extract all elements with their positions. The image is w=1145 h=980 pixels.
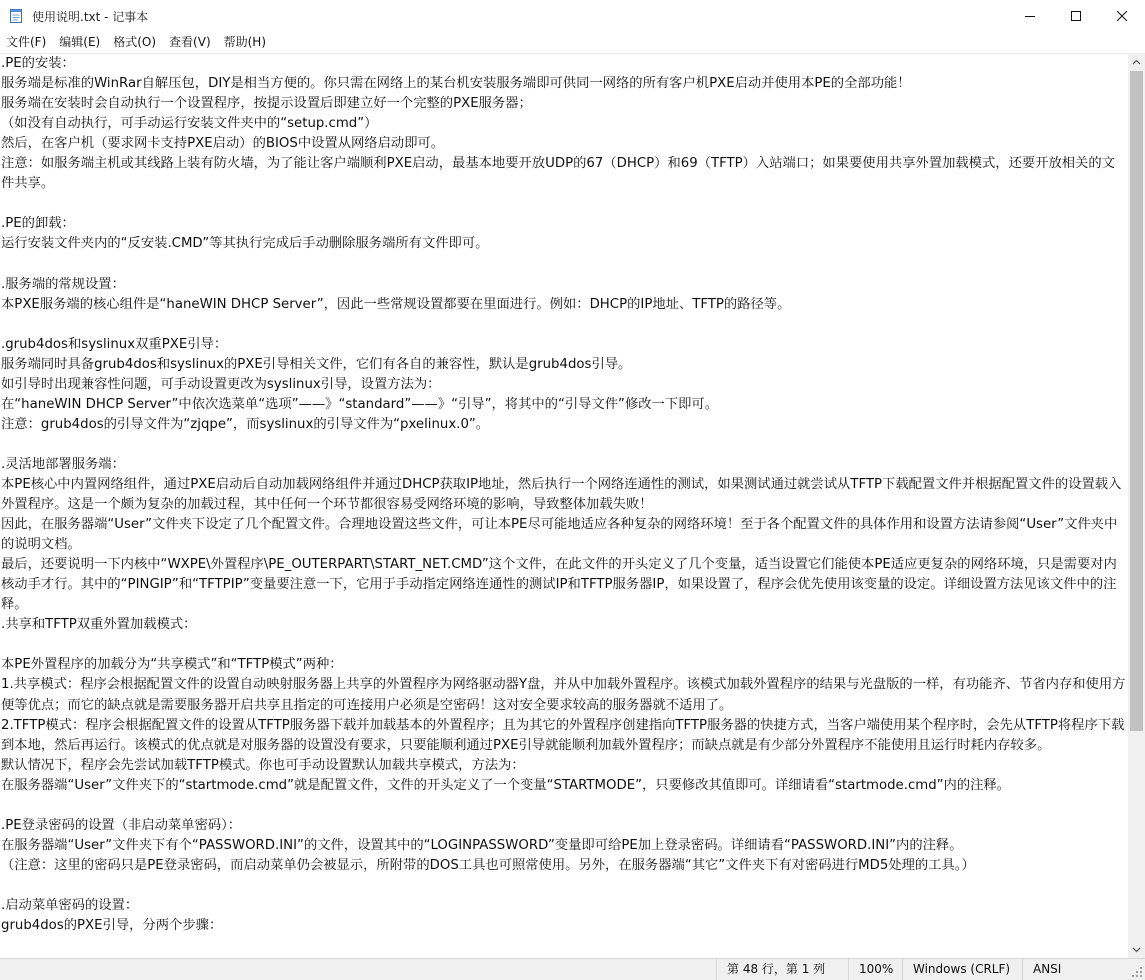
menu-format[interactable]: 格式(O) [113,35,157,49]
text-line[interactable]: .PE登录密码的设置（非启动菜单密码）： [1,817,242,833]
text-line[interactable] [1,876,1126,896]
menu-edit[interactable]: 编辑(E) [59,35,101,49]
window-title: 使用说明.txt - 记事本 [32,9,149,24]
text-line[interactable]: 最后，还要说明一下内核中“WXPE\外置程序\PE_OUTERPART\START_NET.CMD”这个文件，在此文件的开头定义了几个变量，适当设置它们能使本PE适应更复杂的网络环境，只是需要对内核动手才行。其中的“PINGIP”和“TFTPIP”变量要注意一下，它用于手动指定网络连通性的测试IP和TFTP服务器IP，如果设置了，程序会优先使用该变量的设定。详细设置方法见该文件中的注释。 [1,557,1117,613]
close-icon [1117,11,1127,21]
vertical-scrollbar[interactable] [1128,53,1145,958]
text-line[interactable]: 运行安装文件夹内的“反安装.CMD”等其执行完成后手动删除服务端所有文件即可。 [1,236,489,252]
text-line[interactable]: .PE的安装： [1,56,75,71]
text-line[interactable]: .启动菜单密码的设置： [1,897,139,913]
text-line[interactable] [1,194,1126,214]
status-bar [0,958,1145,980]
maximize-icon [1071,11,1081,21]
text-editor[interactable] [0,53,1129,958]
text-line[interactable]: （如没有自动执行，可手动运行安装文件夹中的“setup.cmd”） [1,116,378,132]
chevron-up-icon [1132,59,1141,65]
text-line[interactable]: 本PE核心中内置网络组件，通过PXE启动后自动加载网络组件并通过DHCP获取IP地址，然后执行一个网络连通性的测试，如果测试通过就尝试从TFTP下载配置文件并根据配置文件的设置载入外置程序。这是一个颇为复杂的加载过程，其中任何一个环节都很容易受网络环境的影响，导致整体加载失败！ [1,476,1122,513]
scroll-thumb[interactable] [1130,71,1143,731]
text-line[interactable]: （注意：这里的密码只是PE登录密码，而启动菜单仍会被显示，所附带的DOS工具也可照常使用。另外，在服务器端“其它”文件夹下有对密码进行MD5处理的工具。） [1,857,975,873]
notepad-icon [8,8,24,24]
cursor-position: 第 48 行，第 1 列 [716,959,848,980]
menu-help[interactable]: 帮助(H) [223,35,267,49]
text-line[interactable]: 注意：如服务端主机或其线路上装有防火墙，为了能让客户端顺利PXE启动，最基本地要开放UDP的67（DHCP）和69（TFTP）入站端口；如果要使用共享外置加载模式，还要开放相关的文件共享。 [1,156,1115,192]
text-line[interactable] [1,315,1126,335]
text-line[interactable]: 1.共享模式：程序会根据配置文件的设置自动映射服务器上共享的外置程序为网络驱动器Y盘，并从中加载外置程序。该模式加载外置程序的结果与光盘版的一样，有功能齐、节省内存和使用方便等优点；而它的缺点就是需要服务器开启共享且指定的可连接用户必须是空密码！这对安全要求较高的服务器就不适用了。 [1,677,1126,713]
zoom-level: 100% [848,959,902,980]
text-line[interactable] [1,635,1126,655]
text-line[interactable]: .grub4dos和syslinux双重PXE引导： [1,336,228,352]
scroll-up-button[interactable] [1128,53,1145,70]
text-line[interactable]: 注意：grub4dos的引导文件为“zjqpe”，而syslinux的引导文件为“pxelinux.0”。 [1,416,490,432]
text-line[interactable]: .服务端的常规设置： [1,276,125,292]
encoding: ANSI [1022,959,1145,980]
text-line[interactable]: 然后，在客户机（要求网卡支持PXE启动）的BIOS中设置从网络启动即可。 [1,136,445,152]
window-controls [1007,0,1145,32]
text-line[interactable]: 因此，在服务器端“User”文件夹下设定了几个配置文件。合理地设置这些文件，可让本PE尽可能地适应各种复杂的网络环境！至于各个配置文件的具体作用和设置方法请参阅“User”文件夹中的说明文档。 [1,517,1118,553]
minimize-button[interactable] [1007,0,1053,32]
menu-bar [0,32,1145,52]
resize-grip-icon[interactable] [1131,966,1143,978]
close-button[interactable] [1099,0,1145,32]
text-line[interactable]: 默认情况下，程序会先尝试加载TFTP模式。你也可手动设置默认加载共享模式，方法为： [1,757,525,773]
text-line[interactable] [1,435,1126,455]
text-line[interactable]: .灵活地部署服务端： [1,456,125,472]
text-line[interactable]: 在服务器端“User”文件夹下有个“PASSWORD.INI”的文件，设置其中的“LOGINPASSWORD”变量即可给PE加上登录密码。详细请看“PASSWORD.INI”内的注释。 [1,837,963,853]
text-line[interactable]: 在“haneWIN DHCP Server”中依次选菜单“选项”——》“standard”——》“引导”，将其中的“引导文件”修改一下即可。 [1,396,719,412]
text-line[interactable]: 本PXE服务端的核心组件是“haneWIN DHCP Server”，因此一些常规设置都要在里面进行。例如：DHCP的IP地址、TFTP的路径等。 [1,296,791,312]
text-line[interactable]: .PE的卸载： [1,216,75,232]
text-line[interactable]: grub4dos的PXE引导，分两个步骤： [1,918,223,934]
text-line[interactable]: 服务端是标准的WinRar自解压包，DIY是相当方便的。你只需在网络上的某台机安装服务端即可供同一网络的所有客户机PXE启动并使用本PE的全部功能！ [1,76,911,92]
text-line[interactable]: 服务端在安装时会自动执行一个设置程序，按提示设置后即建立好一个完整的PXE服务器； [1,96,532,112]
text-line[interactable]: 如引导时出现兼容性问题，可手动设置更改为syslinux引导，设置方法为： [1,376,441,392]
text-line[interactable]: 在服务器端“User”文件夹下的“startmode.cmd”就是配置文件，文件的开头定义了一个变量“STARTMODE”，只要修改其值即可。详细请看“startmode.cmd”内的注释。 [1,777,1011,793]
text-line[interactable]: .共享和TFTP双重外置加载模式： [1,617,197,633]
menu-view[interactable]: 查看(V) [169,35,211,49]
text-line[interactable] [1,254,1126,274]
title-bar [0,0,1145,32]
maximize-button[interactable] [1053,0,1099,32]
text-line[interactable]: 2.TFTP模式：程序会根据配置文件的设置从TFTP服务器下载并加载基本的外置程序；且为其它的外置程序创建指向TFTP服务器的快捷方式，当客户端使用某个程序时，会先从TFTP将程序下载到本地，然后再运行。该模式的优点就是对服务器的设置没有要求，只要能顺利通过PXE引导就能顺利加载外置程序；而缺点就是有少部分外置程序不能使用且运行时耗内存较多。 [1,717,1125,753]
menu-file[interactable]: 文件(F) [6,35,47,49]
text-line[interactable] [1,796,1126,816]
text-line[interactable]: 本PE外置程序的加载分为“共享模式”和“TFTP模式”两种： [1,657,343,673]
scroll-down-button[interactable] [1128,941,1145,958]
text-line[interactable]: 服务端同时具备grub4dos和syslinux的PXE引导相关文件，它们有各自的兼容性，默认是grub4dos引导。 [1,356,632,372]
document-text[interactable] [0,54,1126,936]
line-ending: Windows (CRLF) [902,959,1022,980]
minimize-icon [1025,11,1035,21]
chevron-down-icon [1132,947,1141,953]
